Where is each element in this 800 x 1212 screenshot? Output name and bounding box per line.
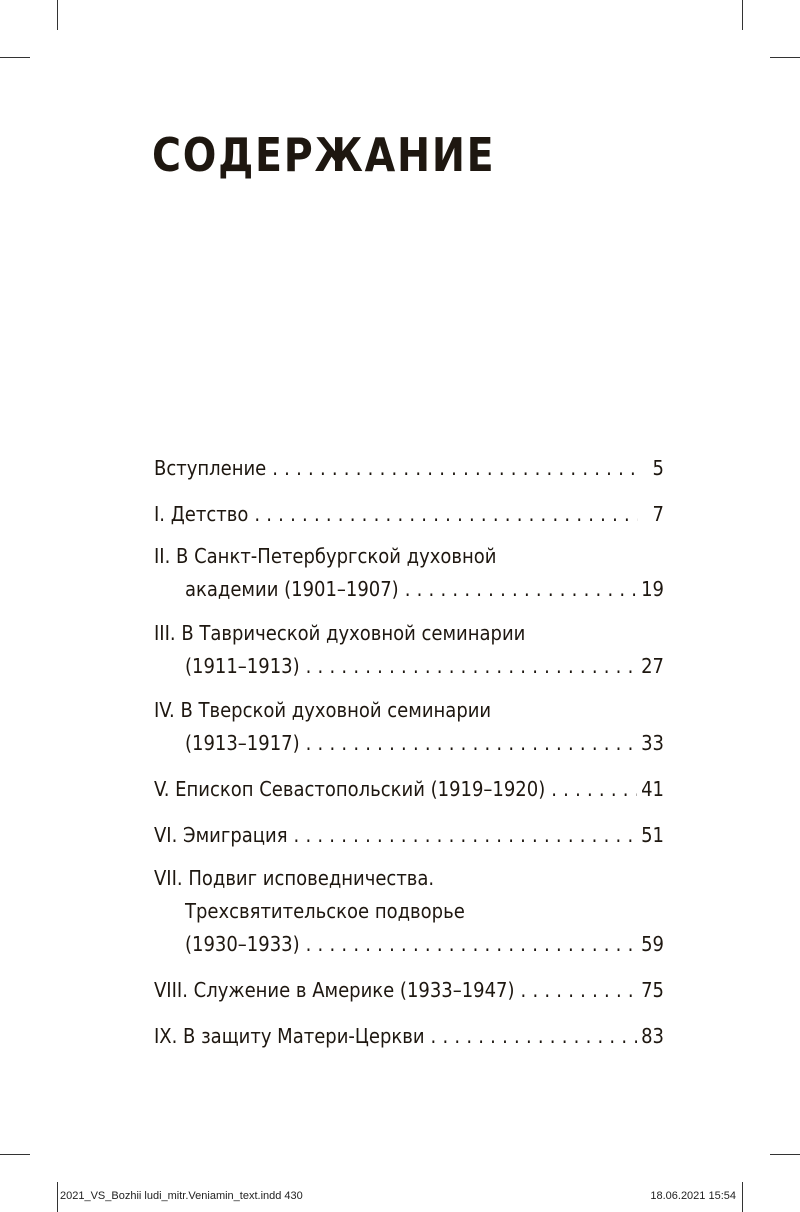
toc-entry [154, 540, 664, 606]
toc-entry [154, 498, 664, 531]
crop-mark-right-bottom [770, 1154, 800, 1155]
toc-entry [154, 773, 664, 806]
crop-mark-left-top [0, 57, 30, 58]
toc-entry-title-line: IV. В Тверской духовной семинарии [154, 698, 492, 722]
slug-file-info: 2021_VS_Bozhii ludi_mitr.Veniamin_text.indd 430 [60, 1190, 303, 1202]
dot-leader [405, 573, 637, 606]
dot-leader [306, 727, 638, 760]
toc-entry-title-line: Трехсвятительское подворье [185, 899, 465, 923]
toc-entry-title: (1930–1933) [185, 932, 300, 956]
toc-entry [154, 617, 664, 683]
toc-entry-title: (1911–1913) [185, 654, 300, 678]
dot-leader [551, 773, 637, 806]
toc-entry-title: Вступление [154, 456, 267, 480]
toc-entry [154, 694, 664, 760]
crop-mark-top-left [57, 0, 58, 30]
crop-mark-left-bottom [0, 1154, 30, 1155]
toc-entry-title: IX. В защиту Матери-Церкви [154, 1024, 425, 1048]
toc-entry-title: академии (1901–1907) [185, 577, 399, 601]
toc-entry-title: I. Детство [154, 502, 249, 526]
dot-leader [272, 452, 638, 485]
slug-date-time: 18.06.2021 15:54 [650, 1190, 736, 1202]
toc-page-number: 41 [641, 777, 664, 801]
crop-mark-top-right [742, 0, 743, 30]
crop-mark-bottom-left [57, 1182, 58, 1212]
table-of-contents [154, 452, 664, 1066]
toc-page-number: 19 [641, 577, 664, 601]
toc-page-number: 27 [641, 654, 664, 678]
toc-entry-title: V. Епископ Севастопольский (1919–1920) [154, 777, 546, 801]
dot-leader [294, 819, 638, 852]
dot-leader [306, 650, 638, 683]
toc-entry-title-line: III. В Таврической духовной семинарии [154, 621, 526, 645]
toc-page-number: 7 [652, 502, 664, 526]
toc-entry [154, 452, 664, 485]
crop-mark-right-top [770, 57, 800, 58]
toc-entry [154, 974, 664, 1007]
toc-page-number: 83 [641, 1024, 664, 1048]
toc-page-number: 51 [641, 823, 664, 847]
toc-entry-title: (1913–1917) [185, 731, 300, 755]
toc-entry-title: VI. Эмиграция [154, 823, 288, 847]
dot-leader [306, 928, 638, 961]
toc-page-number: 5 [652, 456, 664, 480]
page-title: СОДЕРЖАНИЕ [152, 128, 496, 182]
dot-leader [254, 498, 638, 531]
dot-leader [431, 1020, 638, 1053]
toc-entry [154, 862, 664, 961]
toc-entry [154, 1020, 664, 1053]
toc-page-number: 33 [641, 731, 664, 755]
toc-page-number: 59 [641, 932, 664, 956]
toc-entry-title-line: VII. Подвиг исповедничества. [154, 866, 435, 890]
toc-page-number: 75 [641, 978, 664, 1002]
dot-leader [521, 974, 638, 1007]
toc-entry [154, 819, 664, 852]
crop-mark-bottom-right [742, 1182, 743, 1212]
toc-entry-title-line: II. В Санкт-Петербургской духовной [154, 544, 497, 568]
toc-entry-title: VIII. Служение в Америке (1933–1947) [154, 978, 515, 1002]
